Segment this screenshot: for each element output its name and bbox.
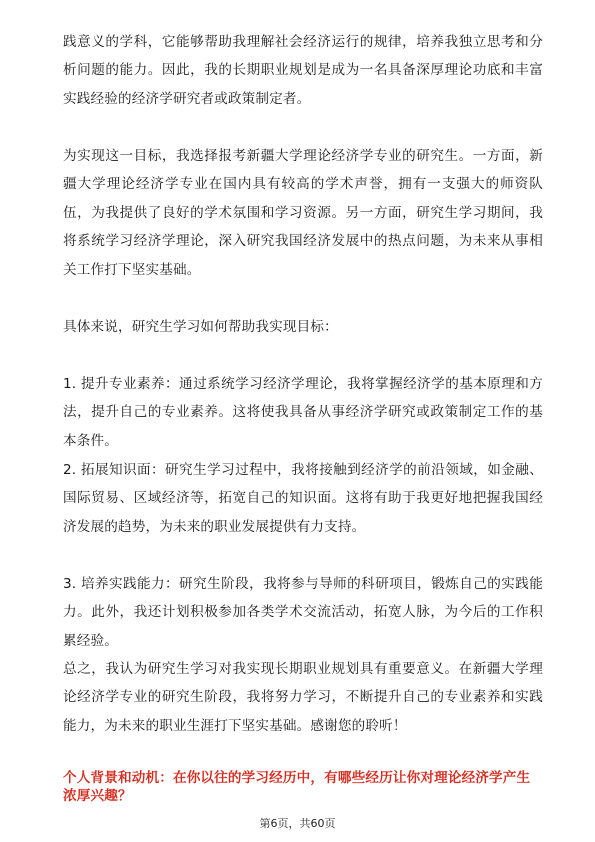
body-paragraph-1: 践意义的学科，它能够帮助我理解社会经济运行的规律，培养我独立思考和分析问题的能力。因此，我的长期职业规划是成为一名具备深厚理论功底和丰富实践经验的经济学研究者或政策制定者。: [63, 34, 543, 107]
list-item-2: 2. 拓展知识面：研究生学习过程中，我将接触到经济学的前沿领域，如金融、国际贸易、区域经济等，拓宽自己的知识面。这将有助于我更好地把握我国经济发展的趋势，为未来的职业发展提供有力支持。: [63, 462, 543, 535]
list-item-1: 1. 提升专业素养：通过系统学习经济学理论，我将掌握经济学的基本原理和方法，提升自己的专业素养。这将使我具备从事经济学研究或政策制定工作的基本条件。: [63, 376, 543, 449]
list-item-3: 3. 培养实践能力：研究生阶段，我将参与导师的科研项目，锻炼自己的实践能力。此外，我还计划积极参加各类学术交流活动，拓宽人脉，为今后的工作积累经验。: [63, 576, 543, 649]
page-number: 第6页，共60页: [259, 817, 336, 830]
body-paragraph-conclusion: 总之，我认为研究生学习对我实现长期职业规划具有重要意义。在新疆大学理论经济学专业的研究生阶段，我将努力学习，不断提升自己的专业素养和实践能力，为未来的职业生涯打下坚实基础。感谢您的聆听！: [63, 661, 543, 734]
body-paragraph-3: 具体来说，研究生学习如何帮助我实现目标：: [63, 319, 338, 335]
body-paragraph-2: 为实现这一目标，我选择报考新疆大学理论经济学专业的研究生。一方面，新疆大学理论经济学专业在国内具有较高的学术声誉，拥有一支强大的师资队伍，为我提供了良好的学术氛围和学习资源。另一方面，研究生学习期间，我将系统学习经济学理论，深入研究我国经济发展中的热点问题，为未来从事相关工作打下坚实基础。: [63, 148, 543, 278]
question-heading: 个人背景和动机：在你以往的学习经历中，有哪些经历让你对理论经济学产生浓厚兴趣？: [63, 770, 531, 804]
